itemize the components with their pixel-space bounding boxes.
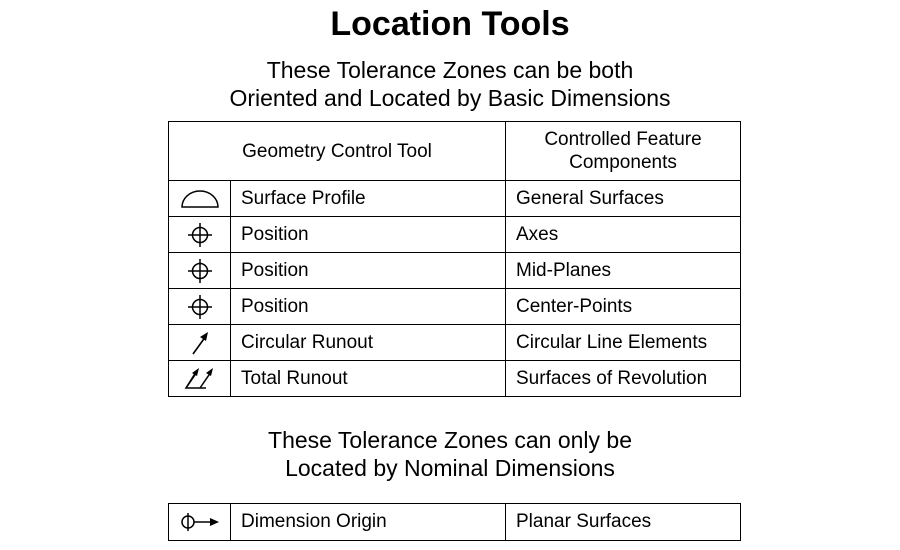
section2-line1: These Tolerance Zones can only be xyxy=(268,427,632,453)
table-row xyxy=(169,325,741,361)
section1-caption xyxy=(0,56,900,112)
feature-component: Center-Points xyxy=(506,289,741,325)
position-icon xyxy=(187,294,213,320)
feature-component: Mid-Planes xyxy=(506,253,741,289)
section2-line2: Located by Nominal Dimensions xyxy=(285,455,615,481)
position-icon xyxy=(187,258,213,284)
location-tools-table xyxy=(168,121,741,397)
section1-line1: These Tolerance Zones can be both xyxy=(266,57,634,83)
symbol-cell xyxy=(169,361,231,397)
table-header-row xyxy=(169,122,741,181)
symbol-cell xyxy=(169,325,231,361)
symbol-cell xyxy=(169,289,231,325)
header-tool: Geometry Control Tool xyxy=(169,122,506,181)
symbol-cell xyxy=(169,253,231,289)
feature-component: Circular Line Elements xyxy=(506,325,741,361)
section2-caption xyxy=(0,426,900,482)
tool-name: Dimension Origin xyxy=(231,504,506,541)
surface-profile-icon xyxy=(180,188,220,210)
feature-component: Planar Surfaces xyxy=(506,504,741,541)
feature-component: Surfaces of Revolution xyxy=(506,361,741,397)
symbol-cell xyxy=(169,504,231,541)
table-row xyxy=(169,253,741,289)
tool-name: Circular Runout xyxy=(231,325,506,361)
symbol-cell xyxy=(169,217,231,253)
table-row xyxy=(169,504,741,541)
tool-name: Surface Profile xyxy=(231,181,506,217)
table-row xyxy=(169,361,741,397)
header-components xyxy=(506,122,741,181)
table-row xyxy=(169,289,741,325)
table-row xyxy=(169,181,741,217)
position-icon xyxy=(187,222,213,248)
header-components-line1: Controlled Feature xyxy=(544,129,702,150)
symbol-cell xyxy=(169,181,231,217)
table-row xyxy=(169,217,741,253)
tool-name: Position xyxy=(231,289,506,325)
section1-line2: Oriented and Located by Basic Dimensions xyxy=(229,85,671,111)
feature-component: Axes xyxy=(506,217,741,253)
tool-name: Position xyxy=(231,217,506,253)
nominal-tools-table xyxy=(168,503,741,541)
page-title: Location Tools xyxy=(330,5,570,43)
tool-name: Total Runout xyxy=(231,361,506,397)
dimension-origin-icon xyxy=(178,511,222,533)
circular-runout-icon xyxy=(187,329,213,357)
tool-name: Position xyxy=(231,253,506,289)
feature-component: General Surfaces xyxy=(506,181,741,217)
header-components-line2: Components xyxy=(569,152,677,173)
total-runout-icon xyxy=(180,365,220,393)
